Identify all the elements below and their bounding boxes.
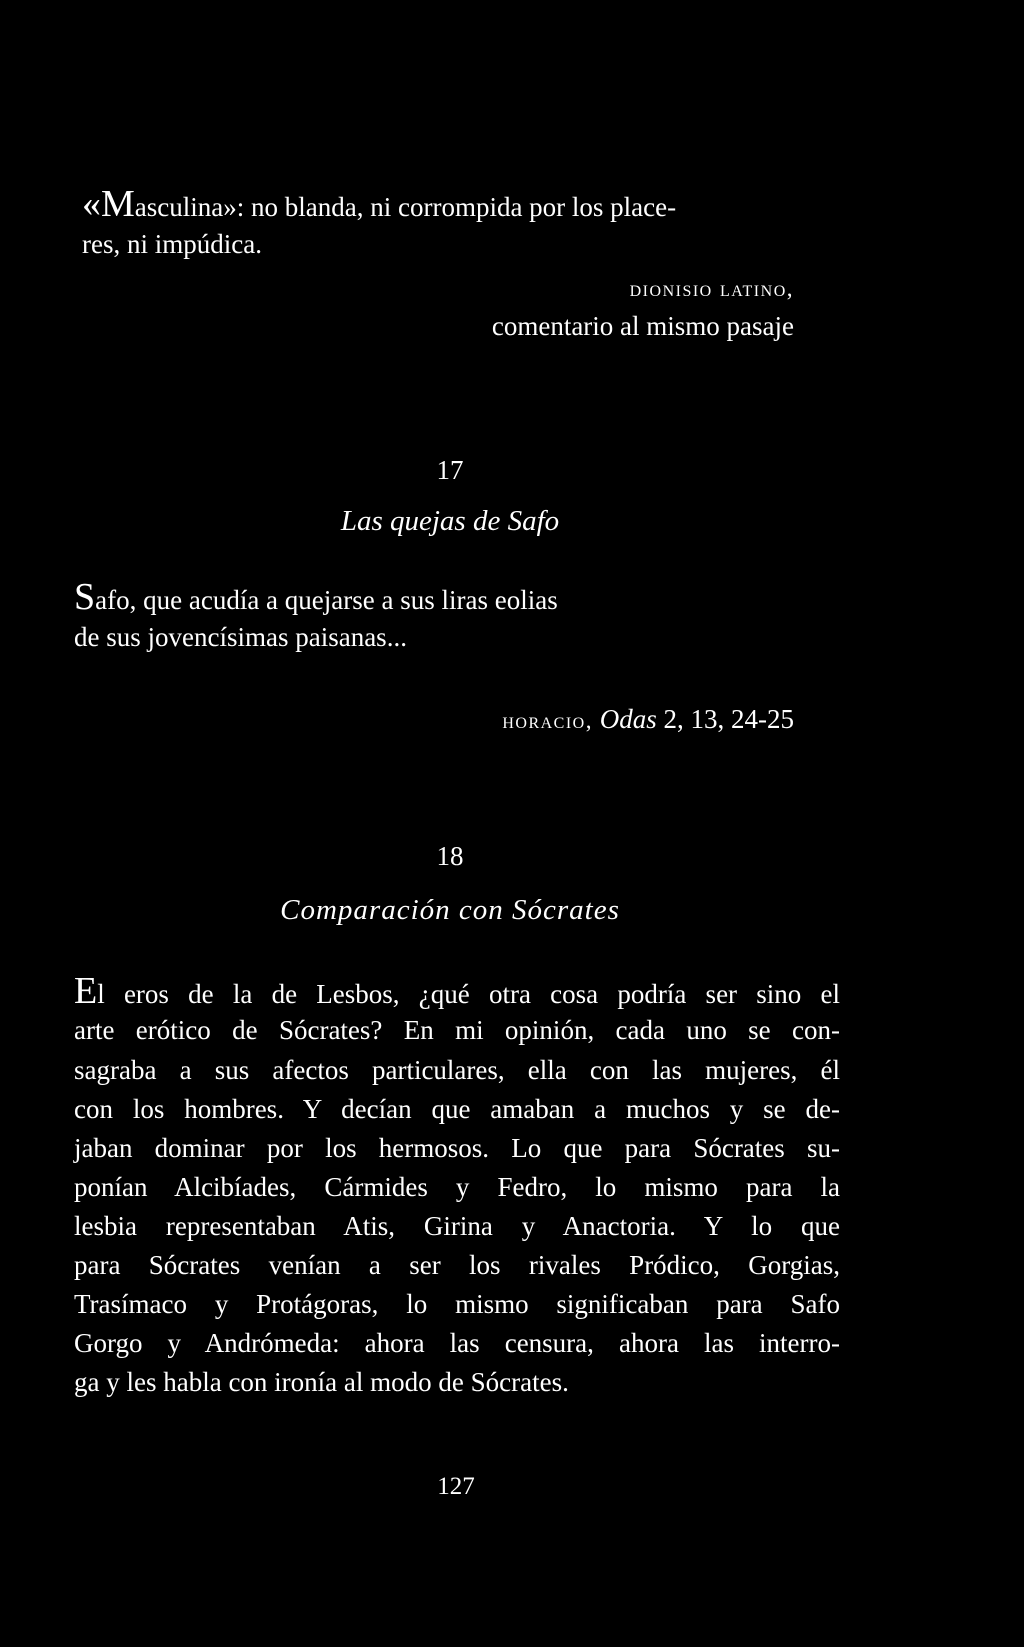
section-17-number: 17 [436, 455, 464, 485]
section-18-line-2: arte erótico de Sócrates? En mi opinión, cada uno se con- [74, 1015, 840, 1045]
section-18-line-6: ponían Alcibíades, Cármides y Fedro, lo mismo para la [74, 1172, 840, 1202]
section-18-line-7: lesbia representaban Atis, Girina y Anactoria. Y lo que [74, 1211, 840, 1241]
dropcap-s: S [74, 576, 96, 618]
section-18-line-1-text: l eros de la de Lesbos, ¿qué otra cosa podría ser sino el [97, 979, 840, 1009]
section-17-line-2: de sus jovencísimas paisanas... [74, 622, 407, 652]
section-18-line-1 [74, 972, 840, 1013]
page-number: 127 [437, 1473, 475, 1500]
attribution-work-odas: Odas [599, 704, 657, 734]
dropcap-m: «M [82, 183, 135, 225]
section-16-line-2: res, ni impúdica. [82, 229, 262, 259]
section-17-title: Las quejas de Safo [340, 505, 560, 537]
attribution-ref-horacio: 2, 13, 24-25 [663, 704, 794, 734]
section-18-line-10: Gorgo y Andrómeda: ahora las censura, ahora las interro- [74, 1328, 840, 1358]
section-18-number: 18 [436, 841, 464, 871]
section-18-line-4: con los hombres. Y decían que amaban a muchos y se de- [74, 1094, 840, 1124]
section-18-title: Comparación con Sócrates [280, 894, 620, 926]
section-18-line-11: ga y les habla con ironía al modo de Sócrates. [74, 1367, 569, 1397]
section-17-line-1 [74, 578, 558, 619]
attribution-source-dionisio: comentario al mismo pasaje [491, 311, 794, 341]
section-18-line-8: para Sócrates venían a ser los rivales Pródico, Gorgias, [74, 1250, 840, 1280]
attribution-horacio [502, 700, 794, 740]
section-17-line-1-text: afo, que acudía a quejarse a sus liras eolias [95, 585, 558, 615]
attribution-author-horacio: horacio, [502, 708, 593, 733]
section-16-line-1-text: asculina»: no blanda, ni corrompida por los place- [134, 192, 677, 222]
section-18-line-5: jaban dominar por los hermosos. Lo que para Sócrates su- [74, 1133, 840, 1163]
section-18-line-9: Trasímaco y Protágoras, lo mismo significaban para Safo [74, 1289, 840, 1319]
section-16-line-1 [82, 185, 676, 226]
attribution-author-dionisio: dionisio latino, [629, 276, 794, 301]
section-18-line-3: sagraba a sus afectos particulares, ella con las mujeres, él [74, 1055, 840, 1085]
dropcap-e: E [74, 970, 98, 1012]
